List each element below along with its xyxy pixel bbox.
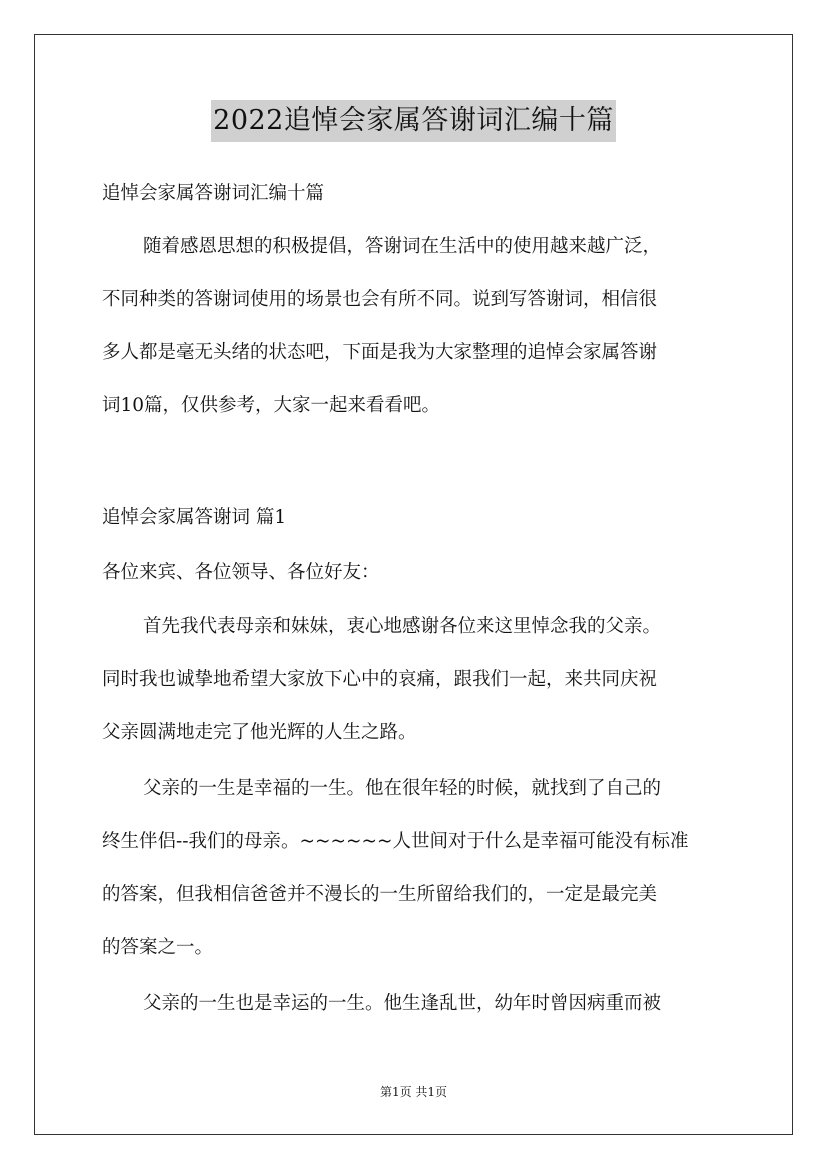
document-title: 2022追悼会家属答谢词汇编十篇 [211, 100, 616, 142]
intro-line: 词10篇，仅供参考，大家一起来看看吧。 [102, 395, 441, 416]
document-subtitle: 追悼会家属答谢词汇编十篇 [102, 183, 325, 204]
paragraph-line: 终生伴侣--我们的母亲。~~~~~~人世间对于什么是幸福可能没有标准 [102, 831, 689, 852]
paragraph-line: 父亲的一生是幸福的一生。他在很年轻的时候，就找到了自己的 [143, 778, 662, 799]
paragraph-line: 的答案，但我相信爸爸并不漫长的一生所留给我们的，一定是最完美 [102, 884, 658, 905]
section-heading: 追悼会家属答谢词 篇1 [102, 507, 287, 528]
intro-line: 不同种类的答谢词使用的场景也会有所不同。说到写答谢词，相信很 [102, 289, 658, 310]
intro-line: 随着感恩思想的积极提倡，答谢词在生活中的使用越来越广泛， [143, 236, 662, 257]
paragraph-line: 的答案之一。 [102, 937, 214, 958]
paragraph-line: 父亲圆满地走完了他光辉的人生之路。 [102, 722, 417, 743]
title-container [0, 100, 827, 142]
paragraph-line: 父亲的一生也是幸运的一生。他生逢乱世，幼年时曾因病重而被 [143, 993, 662, 1014]
paragraph-line: 同时我也诚挚地希望大家放下心中的哀痛，跟我们一起，来共同庆祝 [102, 669, 658, 690]
paragraph-line: 首先我代表母亲和妹妹，衷心地感谢各位来这里悼念我的父亲。 [143, 616, 662, 637]
salutation: 各位来宾、各位领导、各位好友： [102, 562, 380, 583]
intro-line: 多人都是毫无头绪的状态吧，下面是我为大家整理的追悼会家属答谢 [102, 342, 658, 363]
page-footer: 第1页 共1页 [379, 1085, 448, 1099]
